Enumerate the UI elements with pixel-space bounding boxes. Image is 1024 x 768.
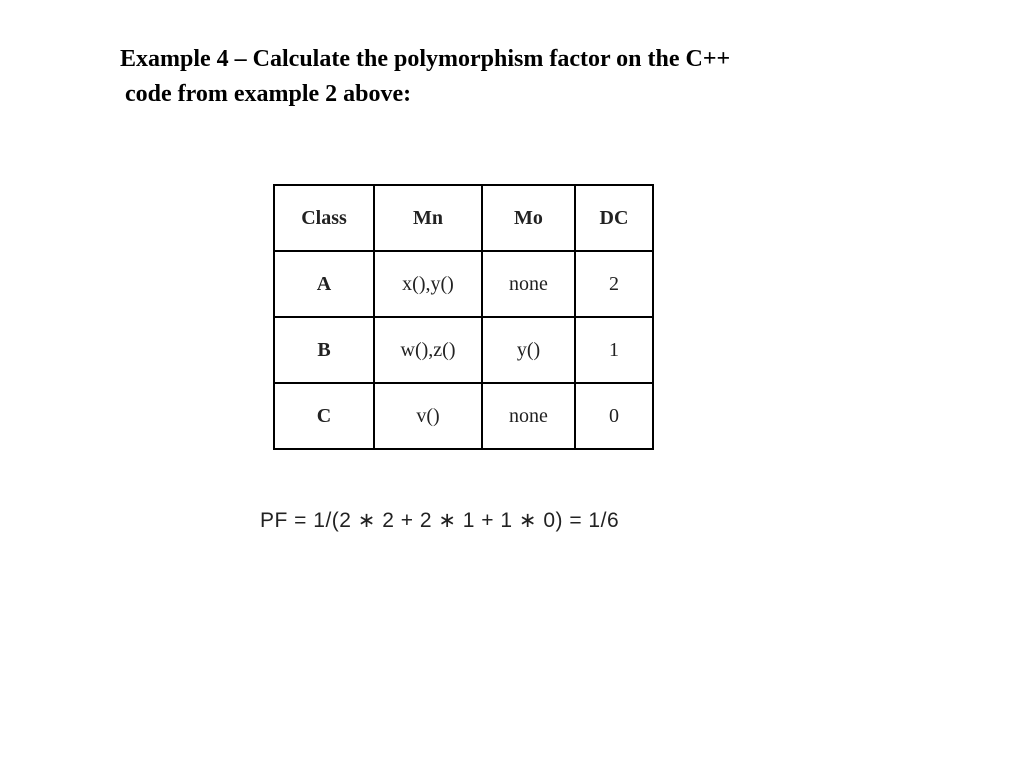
cell-dc: 0 bbox=[575, 383, 653, 449]
cell-class: A bbox=[274, 251, 374, 317]
cell-mn: w(),z() bbox=[374, 317, 482, 383]
cell-mn: x(),y() bbox=[374, 251, 482, 317]
cell-class: C bbox=[274, 383, 374, 449]
polymorphism-table bbox=[273, 184, 654, 450]
slide-title bbox=[120, 42, 730, 112]
cell-class: B bbox=[274, 317, 374, 383]
cell-mo: y() bbox=[482, 317, 575, 383]
cell-dc: 2 bbox=[575, 251, 653, 317]
cell-mo: none bbox=[482, 251, 575, 317]
cell-mo: none bbox=[482, 383, 575, 449]
table-row bbox=[274, 383, 653, 449]
header-mn: Mn bbox=[374, 185, 482, 251]
cell-mn: v() bbox=[374, 383, 482, 449]
header-mo: Mo bbox=[482, 185, 575, 251]
table-row bbox=[274, 251, 653, 317]
title-line-2: code from example 2 above: bbox=[125, 81, 412, 107]
header-dc: DC bbox=[575, 185, 653, 251]
pf-formula: PF = 1/(2 ∗ 2 + 2 ∗ 1 + 1 ∗ 0) = 1/6 bbox=[260, 509, 620, 532]
table-row bbox=[274, 317, 653, 383]
cell-dc: 1 bbox=[575, 317, 653, 383]
table-header-row bbox=[274, 185, 653, 251]
header-class: Class bbox=[274, 185, 374, 251]
title-line-1: Example 4 – Calculate the polymorphism factor on the C++ bbox=[120, 46, 731, 72]
